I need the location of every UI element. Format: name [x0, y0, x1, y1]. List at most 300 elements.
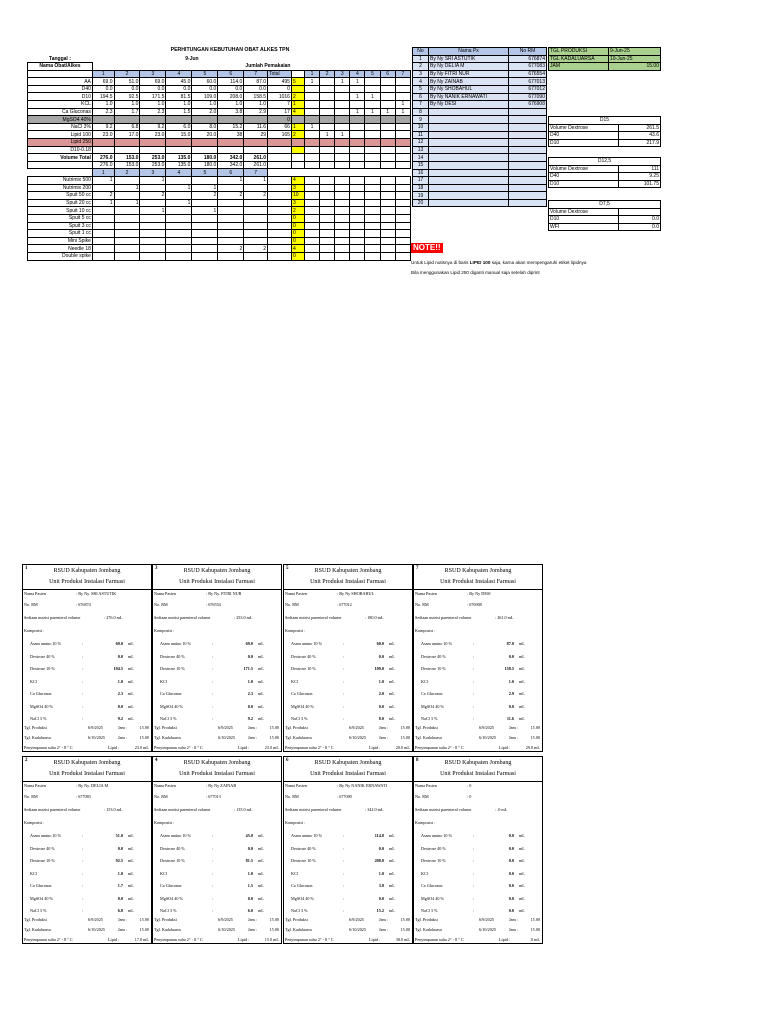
alkes-qty-cell[interactable]: 1 [92, 199, 114, 207]
patient-name[interactable]: By Ny ZAINAB [429, 78, 509, 86]
mark-cell[interactable] [395, 93, 410, 101]
alkes-qty-cell[interactable] [192, 177, 218, 185]
mark-cell[interactable] [350, 154, 365, 162]
value-cell[interactable]: 23.0 [92, 131, 114, 139]
value-cell[interactable]: 15.0 [166, 131, 192, 139]
patient-name[interactable] [429, 177, 509, 185]
alkes-qty-cell[interactable] [244, 184, 268, 192]
patient-rm[interactable]: 677013 [509, 78, 547, 86]
alkes-qty-cell[interactable] [192, 230, 218, 238]
value-cell[interactable]: 15.2 [218, 123, 244, 131]
alkes-qty-cell[interactable] [140, 245, 166, 253]
mark-cell[interactable] [395, 131, 410, 139]
value-cell[interactable]: 69.0 [92, 78, 114, 86]
value-cell[interactable] [114, 146, 140, 154]
mark-cell[interactable] [365, 101, 380, 109]
patient-name[interactable] [429, 116, 509, 124]
alkes-qty-cell[interactable] [140, 222, 166, 230]
mark-cell[interactable] [335, 93, 350, 101]
patient-rm[interactable]: 677012 [509, 85, 547, 93]
value-cell[interactable]: 1.0 [192, 101, 218, 109]
value-cell[interactable]: 0.0 [218, 85, 244, 93]
mark-cell[interactable] [320, 146, 335, 154]
mark-cell[interactable] [320, 116, 335, 124]
value-cell[interactable]: 29 [244, 131, 268, 139]
patient-rm[interactable] [509, 131, 547, 139]
alkes-qty-cell[interactable] [244, 199, 268, 207]
alkes-qty-cell[interactable] [114, 177, 140, 185]
jam-value[interactable]: 15.00 [609, 63, 661, 71]
value-cell[interactable] [92, 116, 114, 124]
card-lipid-value: 29.0 mL [525, 745, 540, 750]
mark-cell[interactable] [320, 123, 335, 131]
mark-cell[interactable] [335, 116, 350, 124]
value-cell[interactable]: 171.5 [140, 93, 166, 101]
alkes-qty-cell[interactable]: 2 [218, 245, 244, 253]
mark-cell[interactable]: 1 [350, 78, 365, 86]
value-cell[interactable]: 2.3 [140, 108, 166, 116]
alkes-qty-cell[interactable] [244, 207, 268, 215]
mark-cell[interactable] [365, 131, 380, 139]
alkes-qty-cell[interactable] [140, 199, 166, 207]
mark-cell[interactable] [365, 78, 380, 86]
value-cell[interactable]: 1.0 [244, 101, 268, 109]
alkes-qty-cell[interactable] [192, 237, 218, 245]
value-cell[interactable]: 20.0 [192, 131, 218, 139]
alkes-qty-cell[interactable] [244, 230, 268, 238]
value-cell[interactable]: 45.0 [166, 78, 192, 86]
mark-cell[interactable] [304, 108, 319, 116]
value-cell[interactable]: 3.8 [218, 108, 244, 116]
value-cell[interactable]: 180.0 [192, 154, 218, 162]
value-cell[interactable]: 1.5 [166, 108, 192, 116]
alkes-qty-cell[interactable]: 1 [140, 177, 166, 185]
alkes-qty-cell[interactable] [166, 177, 192, 185]
alkes-qty-cell[interactable] [92, 214, 114, 222]
value-cell[interactable]: 92.5 [114, 93, 140, 101]
alkes-qty-cell[interactable] [92, 222, 114, 230]
mark-cell[interactable] [380, 161, 395, 169]
alkes-qty-cell[interactable] [244, 222, 268, 230]
value-cell[interactable]: 1.0 [114, 101, 140, 109]
alkes-qty-cell[interactable] [114, 207, 140, 215]
value-cell[interactable] [166, 146, 192, 154]
mark-cell[interactable] [350, 131, 365, 139]
mark-cell[interactable] [350, 139, 365, 147]
value-cell[interactable]: 261.0 [244, 154, 268, 162]
mark-cell[interactable]: 1 [335, 78, 350, 86]
value-cell[interactable]: 0.0 [192, 85, 218, 93]
alkes-qty-cell[interactable] [114, 252, 140, 260]
value-cell[interactable] [92, 146, 114, 154]
alkes-qty-cell[interactable] [140, 184, 166, 192]
mark-cell[interactable] [335, 161, 350, 169]
alkes-qty-cell[interactable] [114, 214, 140, 222]
mark-cell[interactable] [320, 78, 335, 86]
value-cell[interactable] [166, 116, 192, 124]
mark-cell[interactable] [320, 139, 335, 147]
value-cell[interactable]: 1.0 [166, 101, 192, 109]
alkes-qty-cell[interactable]: 1 [192, 184, 218, 192]
value-cell[interactable]: 2.9 [244, 108, 268, 116]
alkes-qty-cell[interactable] [92, 184, 114, 192]
patient-rm[interactable]: 677083 [509, 63, 547, 71]
alkes-qty-cell[interactable] [92, 245, 114, 253]
alkes-qty-cell[interactable]: 2 [192, 192, 218, 200]
alkes-qty-cell[interactable] [166, 222, 192, 230]
mark-cell[interactable]: 1 [395, 108, 410, 116]
value-cell[interactable]: 6.8 [114, 123, 140, 131]
alkes-qty-cell[interactable] [244, 237, 268, 245]
value-cell[interactable] [244, 146, 268, 154]
value-cell[interactable] [92, 139, 114, 147]
mark-cell[interactable] [380, 101, 395, 109]
patient-rm[interactable] [509, 199, 547, 207]
patient-name[interactable] [429, 192, 509, 200]
value-cell[interactable]: 69.0 [140, 78, 166, 86]
mark-cell[interactable] [350, 146, 365, 154]
mark-cell[interactable] [380, 146, 395, 154]
mark-cell[interactable]: 1 [380, 108, 395, 116]
mark-cell[interactable] [365, 85, 380, 93]
value-cell[interactable] [218, 146, 244, 154]
mark-cell[interactable] [304, 154, 319, 162]
patient-rm[interactable] [509, 108, 547, 116]
alkes-qty-cell[interactable] [218, 237, 244, 245]
alkes-qty-cell[interactable] [218, 230, 244, 238]
value-cell[interactable]: 253.0 [140, 154, 166, 162]
value-cell[interactable] [218, 116, 244, 124]
alkes-qty-cell[interactable] [114, 192, 140, 200]
d125-vol-value[interactable]: 111 [619, 165, 661, 173]
mark-cell[interactable] [320, 154, 335, 162]
mark-cell[interactable] [395, 85, 410, 93]
patient-rm[interactable] [509, 192, 547, 200]
mark-cell[interactable] [304, 116, 319, 124]
d75-vol-value[interactable] [619, 208, 661, 216]
patient-name[interactable] [429, 139, 509, 147]
patient-rm[interactable] [509, 161, 547, 169]
alkes-qty-cell[interactable] [92, 207, 114, 215]
alkes-qty-cell[interactable]: 2 [244, 245, 268, 253]
mark-cell[interactable]: 1 [304, 123, 319, 131]
alkes-qty-cell[interactable] [192, 214, 218, 222]
value-cell[interactable]: 38 [218, 131, 244, 139]
value-cell[interactable] [218, 139, 244, 147]
mark-cell[interactable] [395, 123, 410, 131]
value-cell[interactable] [140, 116, 166, 124]
mark-cell[interactable] [395, 139, 410, 147]
mark-cell[interactable] [395, 78, 410, 86]
mark-cell[interactable] [304, 93, 319, 101]
value-cell[interactable] [192, 116, 218, 124]
value-cell[interactable] [244, 139, 268, 147]
patient-name[interactable] [429, 184, 509, 192]
mark-cell[interactable] [335, 146, 350, 154]
tgl-kadaluarsa-value[interactable]: 10-Jun-25 [609, 55, 661, 63]
mark-cell[interactable] [335, 154, 350, 162]
mark-cell[interactable] [380, 116, 395, 124]
value-cell[interactable]: 23.0 [140, 131, 166, 139]
mark-cell[interactable] [335, 85, 350, 93]
alkes-qty-cell[interactable] [92, 230, 114, 238]
alkes-qty-cell[interactable]: 2 [92, 192, 114, 200]
mark-cell[interactable] [395, 154, 410, 162]
alkes-qty-cell[interactable] [114, 245, 140, 253]
alkes-qty-cell[interactable]: 1 [218, 177, 244, 185]
mark-cell[interactable] [350, 85, 365, 93]
alkes-qty-cell[interactable] [140, 214, 166, 222]
mark-cell[interactable] [320, 93, 335, 101]
blank-cell [268, 245, 292, 253]
mark-cell[interactable] [380, 123, 395, 131]
patient-name[interactable]: By Ny SRI ASTUTIK [429, 55, 509, 63]
tanggal-value[interactable]: 9-Jun [185, 55, 199, 62]
alkes-qty-cell[interactable] [192, 222, 218, 230]
alkes-qty-cell[interactable] [166, 245, 192, 253]
alkes-qty-cell[interactable] [166, 214, 192, 222]
alkes-qty-cell[interactable] [218, 222, 244, 230]
alkes-qty-cell[interactable]: 1 [166, 184, 192, 192]
mark-cell[interactable]: 1 [365, 93, 380, 101]
mark-cell[interactable] [380, 85, 395, 93]
mark-cell[interactable]: 1 [395, 101, 410, 109]
value-cell[interactable] [192, 139, 218, 147]
value-cell[interactable]: 11.6 [244, 123, 268, 131]
alkes-qty-cell[interactable] [92, 237, 114, 245]
mark-cell[interactable] [335, 123, 350, 131]
patient-rm[interactable] [509, 154, 547, 162]
alkes-qty-cell[interactable] [218, 207, 244, 215]
patient-rm[interactable]: 676908 [509, 101, 547, 109]
alkes-qty-cell[interactable]: 1 [92, 177, 114, 185]
alkes-qty-cell[interactable] [140, 252, 166, 260]
value-cell[interactable]: 276.0 [92, 161, 114, 169]
alkes-qty-cell[interactable] [218, 214, 244, 222]
patient-name[interactable]: By Ny DELIA M [429, 63, 509, 71]
value-cell[interactable]: 153.0 [114, 161, 140, 169]
patient-rm[interactable] [509, 116, 547, 124]
value-cell[interactable]: 135.0 [166, 154, 192, 162]
patient-rm[interactable] [509, 177, 547, 185]
mark-cell[interactable] [365, 154, 380, 162]
value-cell[interactable]: 1.7 [114, 108, 140, 116]
value-cell[interactable]: 0.0 [166, 85, 192, 93]
mark-cell[interactable] [380, 139, 395, 147]
mark-cell[interactable] [320, 161, 335, 169]
value-cell[interactable]: 81.5 [166, 93, 192, 101]
alkes-qty-cell[interactable] [192, 252, 218, 260]
value-cell[interactable]: 276.0 [92, 154, 114, 162]
mark-cell[interactable] [380, 78, 395, 86]
value-cell[interactable]: 9.2 [140, 123, 166, 131]
mark-cell[interactable] [380, 154, 395, 162]
mark-cell[interactable] [365, 123, 380, 131]
value-cell[interactable]: 158.5 [244, 93, 268, 101]
patient-no: 14 [413, 154, 429, 162]
patient-name[interactable]: By Ny NANIK ERNAWATI [429, 93, 509, 101]
mark-cell[interactable] [320, 108, 335, 116]
alkes-qty-cell[interactable]: 2 [140, 192, 166, 200]
value-cell[interactable]: 253.0 [140, 161, 166, 169]
patient-name[interactable] [429, 199, 509, 207]
patient-name[interactable] [429, 161, 509, 169]
alkes-qty-cell[interactable] [114, 237, 140, 245]
mark-cell[interactable] [365, 139, 380, 147]
value-cell[interactable]: 6.0 [166, 123, 192, 131]
mark-cell[interactable] [365, 161, 380, 169]
value-cell[interactable] [140, 146, 166, 154]
mark-cell[interactable]: 1 [335, 131, 350, 139]
mark-cell[interactable]: 1 [350, 93, 365, 101]
patient-name[interactable]: By Ny SHOBAHUL [429, 85, 509, 93]
value-cell[interactable]: 342.0 [218, 154, 244, 162]
mark-cell[interactable] [304, 161, 319, 169]
value-cell[interactable]: 180.0 [192, 161, 218, 169]
patient-rm[interactable]: 676874 [509, 55, 547, 63]
value-cell[interactable]: 153.0 [114, 154, 140, 162]
mark-cell[interactable] [304, 139, 319, 147]
value-cell[interactable]: 208.0 [218, 93, 244, 101]
patient-name[interactable] [429, 146, 509, 154]
mark-cell[interactable] [320, 85, 335, 93]
value-cell[interactable]: 51.0 [114, 78, 140, 86]
card-row [154, 833, 280, 839]
alkes-qty-cell[interactable] [114, 230, 140, 238]
mark-cell[interactable] [320, 101, 335, 109]
alkes-qty-cell[interactable]: 1 [166, 199, 192, 207]
value-cell[interactable] [114, 116, 140, 124]
patient-name[interactable]: By Ny DESI [429, 101, 509, 109]
value-cell[interactable]: 114.0 [218, 78, 244, 86]
alkes-qty-cell[interactable]: 2 [218, 192, 244, 200]
value-cell[interactable]: 0.0 [92, 85, 114, 93]
value-cell[interactable]: 0.0 [244, 85, 268, 93]
patient-rm[interactable] [509, 123, 547, 131]
mark-cell[interactable] [350, 161, 365, 169]
patient-rm[interactable]: 677090 [509, 93, 547, 101]
alkes-qty-cell[interactable] [244, 214, 268, 222]
alkes-qty-cell[interactable] [192, 245, 218, 253]
row-flag: 1 [291, 123, 304, 131]
mark-cell[interactable] [395, 146, 410, 154]
mark-cell[interactable] [395, 116, 410, 124]
value-cell[interactable]: 17.0 [114, 131, 140, 139]
value-cell[interactable]: 0.0 [140, 85, 166, 93]
alkes-qty-cell[interactable] [218, 252, 244, 260]
mark-cell[interactable] [350, 116, 365, 124]
alkes-qty-cell[interactable] [166, 237, 192, 245]
alkes-qty-cell[interactable]: 1 [192, 207, 218, 215]
alkes-qty-cell[interactable]: 1 [114, 184, 140, 192]
alkes-qty-cell[interactable] [218, 184, 244, 192]
card-jam-value: 15.00 [400, 735, 410, 740]
value-cell[interactable]: 2.0 [192, 108, 218, 116]
mark-cell[interactable] [395, 161, 410, 169]
value-cell[interactable]: 1.0 [140, 101, 166, 109]
alkes-qty-cell[interactable]: 1 [140, 207, 166, 215]
blank-cell [365, 55, 380, 63]
mark-cell[interactable] [335, 101, 350, 109]
mark-cell[interactable] [335, 139, 350, 147]
mark-cell[interactable]: 1 [350, 108, 365, 116]
value-cell[interactable]: 1.0 [92, 101, 114, 109]
patient-name[interactable] [429, 123, 509, 131]
value-cell[interactable]: 87.0 [244, 78, 268, 86]
alkes-qty-cell[interactable] [140, 230, 166, 238]
mark-cell[interactable] [304, 101, 319, 109]
value-cell[interactable]: 60.0 [192, 78, 218, 86]
value-cell[interactable]: 9.2 [92, 123, 114, 131]
d15-vol-value[interactable]: 261.5 [619, 124, 661, 132]
alkes-qty-cell[interactable] [114, 222, 140, 230]
patient-name[interactable] [429, 169, 509, 177]
value-cell[interactable]: 109.0 [192, 93, 218, 101]
patient-rm[interactable] [509, 139, 547, 147]
alkes-qty-cell[interactable] [166, 192, 192, 200]
alkes-qty-cell[interactable]: 1 [114, 199, 140, 207]
value-cell[interactable]: 1.0 [218, 101, 244, 109]
mark-cell[interactable]: 1 [320, 131, 335, 139]
patient-name[interactable] [429, 108, 509, 116]
value-cell[interactable] [244, 116, 268, 124]
mark-cell[interactable] [380, 131, 395, 139]
value-cell[interactable]: 261.0 [244, 161, 268, 169]
patient-rm[interactable]: 676554 [509, 70, 547, 78]
patient-name[interactable] [429, 131, 509, 139]
value-cell[interactable] [140, 139, 166, 147]
patient-name[interactable]: By Ny FITRI NUR [429, 70, 509, 78]
mark-cell[interactable]: 1 [304, 78, 319, 86]
alkes-qty-cell[interactable]: 1 [244, 177, 268, 185]
value-cell[interactable] [166, 139, 192, 147]
mark-cell[interactable] [350, 101, 365, 109]
value-cell[interactable]: 0.0 [114, 85, 140, 93]
mark-cell[interactable] [365, 146, 380, 154]
alkes-qty-cell[interactable] [192, 199, 218, 207]
mark-cell[interactable] [304, 85, 319, 93]
value-cell[interactable]: 135.0 [166, 161, 192, 169]
value-cell[interactable] [114, 139, 140, 147]
alkes-qty-cell[interactable] [166, 230, 192, 238]
value-cell[interactable]: 8.0 [192, 123, 218, 131]
alkes-qty-cell[interactable] [140, 237, 166, 245]
mark-cell[interactable] [335, 108, 350, 116]
alkes-qty-cell[interactable]: 2 [244, 192, 268, 200]
mark-cell[interactable] [304, 146, 319, 154]
alkes-qty-cell[interactable] [218, 199, 244, 207]
alkes-qty-cell[interactable] [244, 252, 268, 260]
tgl-produksi-value[interactable]: 9-Jun-25 [609, 48, 661, 56]
alkes-qty-cell[interactable] [166, 207, 192, 215]
value-cell[interactable]: 2.3 [92, 108, 114, 116]
value-cell[interactable]: 342.0 [218, 161, 244, 169]
mark-cell[interactable] [304, 131, 319, 139]
mark-cell[interactable] [350, 123, 365, 131]
patient-rm[interactable] [509, 169, 547, 177]
mark-cell[interactable]: 1 [365, 108, 380, 116]
patient-rm[interactable] [509, 184, 547, 192]
value-cell[interactable]: 194.5 [92, 93, 114, 101]
mark-cell[interactable] [365, 116, 380, 124]
alkes-qty-cell[interactable] [92, 252, 114, 260]
value-cell[interactable] [192, 146, 218, 154]
patient-rm[interactable] [509, 146, 547, 154]
blank-cell [320, 237, 335, 245]
patient-name[interactable] [429, 154, 509, 162]
mark-cell[interactable] [380, 93, 395, 101]
alkes-qty-cell[interactable] [166, 252, 192, 260]
